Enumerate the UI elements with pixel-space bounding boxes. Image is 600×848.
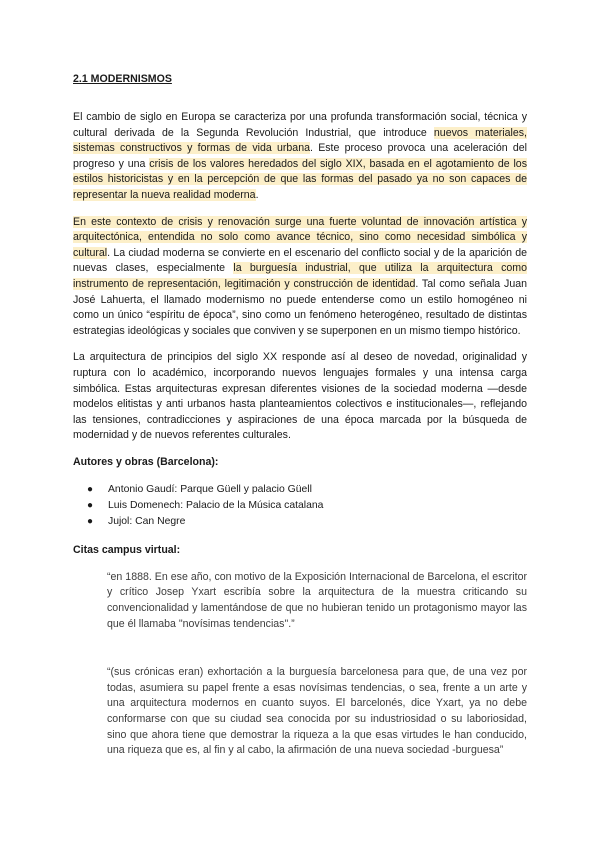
paragraph-3: La arquitectura de principios del siglo XX responde así al deseo de novedad, originalidad y ruptura con lo académico, incorporando nuevos lenguajes formales y una intensa carga simbólica. Estas arquitecturas expresan diferentes visiones de la sociedad moderna —desde modelos elitistas y anti urbanos hasta planteamientos colectivos e institucionales—, reflejando las tensiones, contradicciones y aspiraciones de una época marcada por la búsqueda de modernidad y de nuevos referentes culturales. bbox=[73, 351, 527, 442]
paragraph-1-highlight-a: nuevos materiales, sistemas constructivos y formas de vida urbana bbox=[73, 126, 527, 155]
bullet-icon: ● bbox=[87, 483, 94, 495]
list-item-text: Luis Domenech: Palacio de la Música catalana bbox=[108, 499, 324, 511]
authors-list bbox=[73, 482, 527, 530]
quotes-heading: Citas campus virtual: bbox=[73, 543, 181, 556]
list-item bbox=[73, 498, 527, 514]
bullet-icon: ● bbox=[87, 499, 94, 511]
list-item bbox=[73, 482, 527, 498]
paragraph-1 bbox=[73, 110, 527, 204]
paragraph-1-text-a: El cambio de siglo en Europa se caracteriza por una profunda transformación social, técnica y cultural derivada de la Segunda Revolución Industrial, que introduce bbox=[73, 111, 527, 139]
paragraph-1-text-c: . bbox=[255, 188, 259, 201]
list-item-text: Jujol: Can Negre bbox=[108, 515, 186, 527]
list-item bbox=[73, 514, 527, 530]
list-item-text: Antonio Gaudí: Parque Güell y palacio Güell bbox=[108, 483, 312, 495]
paragraph-2-highlight-a: En este contexto de crisis y renovación surge una fuerte voluntad de innovación artística y arquitectónica, entendida no solo como avance técnico, sino como necesidad simbólica y cultural bbox=[73, 215, 527, 259]
paragraph-2-highlight-b: la burguesía industrial, que utiliza la arquitectura como instrumento de representación, legitimación y construcción de identidad bbox=[73, 262, 527, 290]
paragraph-1-highlight-b: crisis de los valores heredados del siglo XIX, basada en el agotamiento de los estilos historicistas y en la percepción de que las formas del pasado ya no son capaces de representar la nueva realidad moderna bbox=[73, 157, 527, 201]
paragraph-1-text-b: . Este proceso provoca una aceleración del progreso y una bbox=[73, 142, 528, 170]
paragraph-2 bbox=[73, 215, 527, 340]
quote-2: “(sus crónicas eran) exhortación a la burguesía barcelonesa para que, de una vez por todas, asumiera su papel frente a esas novísimas tendencias, o sea, frente a un arte y una arquitectura modernos en cuanto suyos. El barcelonés, dice Yxart, ya no debe conformarse con que su ciudad sea conocida por su industriosidad o su laboriosidad, sino que ahora tiene que demostrar la riqueza a la que esas virtudes le han conducido, una riqueza que es, al fin y al cabo, la afirmación de una nueva sociedad -burguesa” bbox=[107, 666, 527, 757]
quote-1: “en 1888. En ese año, con motivo de la Exposición Internacional de Barcelona, el escritor y crítico Josep Yxart escribía sobre la arquitectura de la muestra criticando su convencionalidad y lamentándose de que no hubieran tenido un protagonismo mayor las que él llamaba "novísimas tendencias".” bbox=[107, 570, 527, 630]
bullet-icon: ● bbox=[87, 515, 94, 527]
paragraph-2-text-a: . La ciudad moderna se convierte en el escenario del conflicto social y de la aparición de nuevas clases, especialmente bbox=[73, 246, 527, 275]
authors-heading: Autores y obras (Barcelona): bbox=[73, 455, 219, 468]
section-heading: 2.1 MODERNISMOS bbox=[73, 73, 172, 85]
paragraph-2-text-b: . Tal como señala Juan José Lahuerta, el llamado modernismo no puede entenderse como un estilo homogéneo ni como un único “espíritu de época”, sino como un fenómeno heterogéneo, resultado de distintas estrategias ideológicas y sociales que conviven y se superponen en un mismo tiempo histórico. bbox=[73, 277, 527, 337]
